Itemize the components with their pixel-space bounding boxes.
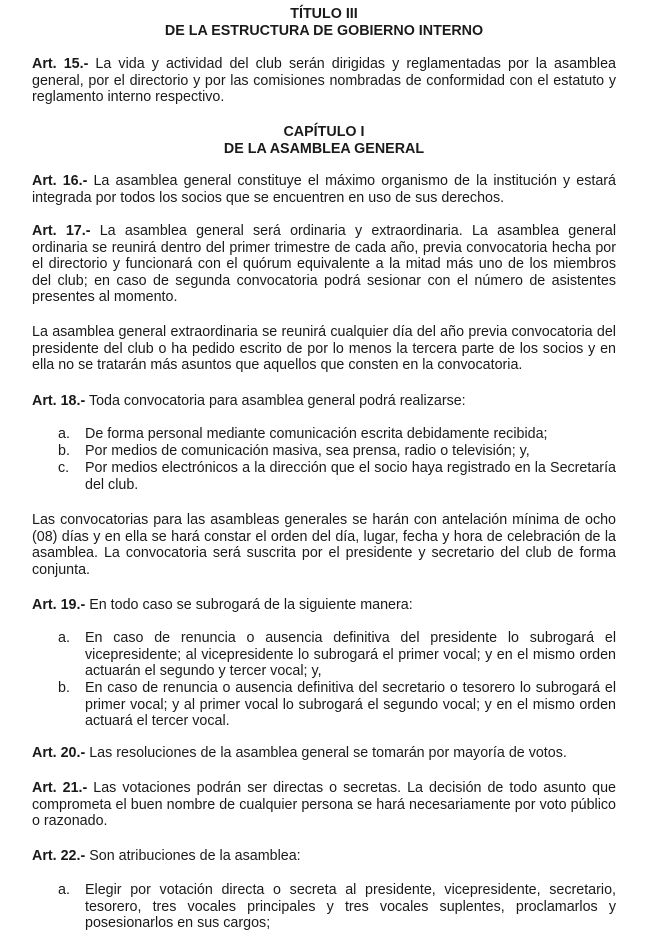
list-item bbox=[58, 630, 616, 680]
article-20 bbox=[32, 745, 616, 762]
list-text: En caso de renuncia o ausencia definitiva del secretario o tesorero lo subrogará el primer vocal; y al primer vocal lo subrogará el segundo vocal; y en el mismo orden actuará el tercer vocal. bbox=[85, 680, 616, 730]
list-text: De forma personal mediante comunicación escrita debidamente recibida; bbox=[85, 426, 548, 442]
article-text: Son atribuciones de la asamblea: bbox=[85, 848, 301, 864]
list-text: Elegir por votación directa o secreta al presidente, vicepresidente, secretario, tesorero, tres vocales principales y tres vocales suplentes, proclamarlos y posesionarlos en sus cargos; bbox=[85, 882, 616, 932]
article-17 bbox=[32, 223, 616, 306]
article-text: La vida y actividad del club serán dirigidas y reglamentadas por la asamblea general, por el directorio y por las comisiones nombradas de conformidad con el estatuto y reglamento interno respectivo. bbox=[32, 56, 616, 106]
article-label: Art. 20.- bbox=[32, 745, 86, 761]
article-label: Art. 22.- bbox=[32, 848, 86, 864]
article-text: Las votaciones podrán ser directas o secretas. La decisión de todo asunto que comprometa el buen nombre de cualquier persona se hará necesariamente por voto público o razonado. bbox=[32, 780, 616, 830]
list-text: Por medios electrónicos a la dirección que el socio haya registrado en la Secretaría del club. bbox=[85, 460, 616, 493]
article-label: Art. 15.- bbox=[32, 56, 89, 72]
article-22 bbox=[32, 848, 616, 865]
article-19 bbox=[32, 597, 616, 614]
list-item bbox=[58, 882, 616, 932]
title-number: TÍTULO III bbox=[290, 6, 358, 22]
article-text: La asamblea general constituye el máximo organismo de la institución y estará integrada por todos los socios que se encuentren en uso de sus derechos. bbox=[32, 173, 616, 206]
paragraph-extraordinaria: La asamblea general extraordinaria se reunirá cualquier día del año previa convocatoria del presidente del club o ha pedido escrito de por lo menos la tercera parte de los socios y en ella no se tratarán más asuntos que aquellos que consten en la convocatoria. bbox=[32, 324, 616, 374]
list-text: Por medios de comunicación masiva, sea prensa, radio o televisión; y, bbox=[85, 443, 530, 459]
article-18 bbox=[32, 393, 616, 410]
title-name: DE LA ESTRUCTURA DE GOBIERNO INTERNO bbox=[164, 22, 484, 39]
list-item bbox=[58, 443, 616, 460]
article-label: Art. 21.- bbox=[32, 780, 88, 796]
list-item bbox=[58, 680, 616, 730]
article-text: Las resoluciones de la asamblea general se tomarán por mayoría de votos. bbox=[85, 745, 567, 761]
list-item bbox=[58, 426, 616, 443]
article-text: Toda convocatoria para asamblea general podrá realizarse: bbox=[85, 393, 466, 409]
article-label: Art. 19.- bbox=[32, 597, 86, 613]
article-label: Art. 17.- bbox=[32, 223, 91, 239]
article-21 bbox=[32, 780, 616, 830]
article-text: La asamblea general será ordinaria y extraordinaria. La asamblea general ordinaria se reunirá dentro del primer trimestre de cada año, previa convocatoria hecha por el directorio y funcionará con el quórum equivalente a la mitad más uno de los miembros del club; en caso de segunda convocatoria podrá sesionar con el número de asistentes presentes al momento. bbox=[32, 223, 617, 306]
chapter-number: CAPÍTULO I bbox=[283, 124, 365, 140]
list-letter: a. bbox=[58, 882, 70, 898]
article-label: Art. 18.- bbox=[32, 393, 86, 409]
list-text: En caso de renuncia o ausencia definitiva del presidente lo subrogará el vicepresidente; al vicepresidente lo subrogará el primer vocal; y en el mismo orden actuarán el segundo y tercer vocal; y, bbox=[85, 630, 616, 680]
list-item bbox=[58, 460, 616, 493]
list-letter: c. bbox=[58, 460, 70, 476]
list-letter: b. bbox=[58, 443, 70, 459]
list-letter: b. bbox=[58, 680, 70, 696]
title-heading bbox=[0, 6, 648, 39]
article-label: Art. 16.- bbox=[32, 173, 88, 189]
article-15 bbox=[32, 56, 616, 106]
article-text: En todo caso se subrogará de la siguiente manera: bbox=[85, 597, 413, 613]
paragraph-convocatorias: Las convocatorias para las asambleas generales se harán con antelación mínima de ocho (08) días y en ella se hará constar el orden del día, lugar, fecha y hora de celebración de la asamblea. La convocatoria será suscrita por el presidente y secretario del club de forma conjunta. bbox=[32, 512, 616, 578]
chapter-heading bbox=[0, 124, 648, 157]
chapter-name: DE LA ASAMBLEA GENERAL bbox=[223, 140, 425, 157]
list-letter: a. bbox=[58, 426, 70, 442]
article-16 bbox=[32, 173, 616, 206]
list-letter: a. bbox=[58, 630, 70, 646]
